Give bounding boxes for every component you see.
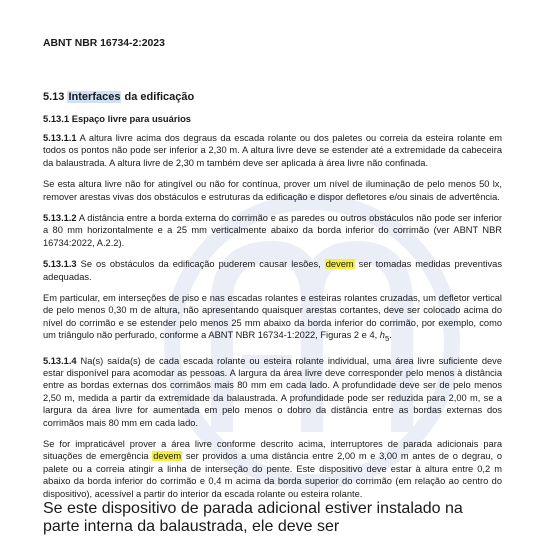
paragraph-text: ser providos a uma distância entre 2,00 m e 3,00 m antes de o degrau, o palete ou a correia atingir a linha de interseção do pente. Este dispositivo deve estar à altura entre 0,2 m abaixo da borda inferior do corrimão e 0,4 m acima da borda superior do corrimão (em relação ao centro do dispositivo), acessível a partir do interior da escada rolante ou esteira rolante. — [43, 451, 502, 499]
section-title-rest: da edificação — [124, 91, 195, 103]
section-title — [43, 91, 502, 103]
document-code: ABNT NBR 16734-2:2023 — [43, 38, 165, 49]
clause-number: 5.13.1.3 — [43, 259, 77, 270]
paragraph-text: Se for impraticável prover a área livre conforme descrito acima, interruptores de parada adicionais para situações de emergência — [43, 438, 502, 462]
clause-number: 5.13.1.4 — [43, 355, 77, 366]
paragraph-deflector — [43, 292, 502, 345]
paragraph-5-13-1-1 — [43, 132, 502, 169]
highlight-devem: devem — [153, 451, 182, 462]
subsection-title — [43, 113, 502, 124]
subsection-name: Espaço livre para usuários — [71, 113, 192, 124]
paragraph-text: A distância entre a borda externa do corrimão e as paredes ou outros obstáculos não pode ser inferior a 80 mm horizontalmente e a 25 mm verticalmente abaixo da borda inferior do corrimão (ver ABNT NBR 16734:2022, A.2.2). — [43, 213, 502, 248]
clause-number: 5.13.1.2 — [43, 213, 77, 224]
document-content — [43, 38, 502, 536]
paragraph-5-13-1-4 — [43, 355, 502, 429]
paragraph-5-13-1-2 — [43, 212, 502, 249]
paragraph-text: Se os obstáculos da edificação puderem causar lesões, — [76, 259, 325, 270]
paragraph-5-13-1-3 — [43, 258, 502, 283]
cut-off-line — [43, 500, 502, 536]
symbol-h: h — [379, 330, 385, 341]
paragraph-text: Na(s) saída(s) de cada escada rolante ou esteira rolante individual, uma área livre suficiente deve estar disponível para acomodar as pessoas. A largura da área livre deve corresponder pelo menos à distância entre as bordas externas dos corrimãos mais 80 mm em cada lado. A profundidade deve ser de pelo menos 2,50 m, medida a partir da extremidade da balaustrada. A profundidade pode ser reduzida para 2,00 m, se a largura da área livre for aumentada em pelo menos o dobro da distância entre as bordas externas dos corrimãos mais 80 mm em cada lado. — [43, 355, 502, 428]
symbol-subscript: 5 — [384, 334, 390, 344]
highlight-devem: devem — [325, 259, 354, 270]
paragraph-emergency-stop — [43, 438, 502, 500]
paragraph-text: A altura livre acima dos degraus da escada rolante ou dos paletes ou correia da esteira rolante em todos os pontos não pode ser inferior a 2,30 m. A altura livre deve se estender até a extremidade da cabeceira da balaustrada. A altura livre de 2,30 m também deve ser aplicada à área livre não confinada. — [43, 133, 502, 168]
paragraph-text: ser tomadas medidas preventivas adequadas. — [43, 259, 502, 282]
subsection-number: 5.13.1 — [43, 113, 70, 124]
paragraph-text: . — [389, 330, 392, 341]
section-number: 5.13 — [43, 91, 65, 103]
paragraph-text: Em particular, em interseções de piso e nas escadas rolantes e esteiras rolantes cruzadas, um defletor vertical de pelo menos 0,30 m de altura, não apresentando quaisquer arestas cortantes, deve ser colocado acima do nível do corrimão e se estender pelo menos 25 mm abaixo da borda inferior do corrimão, por exemplo, como um triângulo não perfurado, conforme a ABNT NBR 16734-1:2022, Figuras 2 e 4, — [43, 293, 502, 341]
paragraph-text: Se esta altura livre não for atingível ou não for contínua, prover um nível de iluminação de pelo menos 50 lx, remover arestas vivas dos obstáculos e estruturas da edificação e dispor defletores e/ou sinais de advertência. — [43, 179, 502, 202]
clause-number: 5.13.1.1 — [43, 133, 77, 143]
section-title-highlight: Interfaces — [68, 91, 121, 103]
paragraph-text: Se este dispositivo de parada adicional estiver instalado na parte interna da balaustrada, ele deve ser — [43, 500, 463, 536]
paragraph-lighting — [43, 178, 502, 203]
